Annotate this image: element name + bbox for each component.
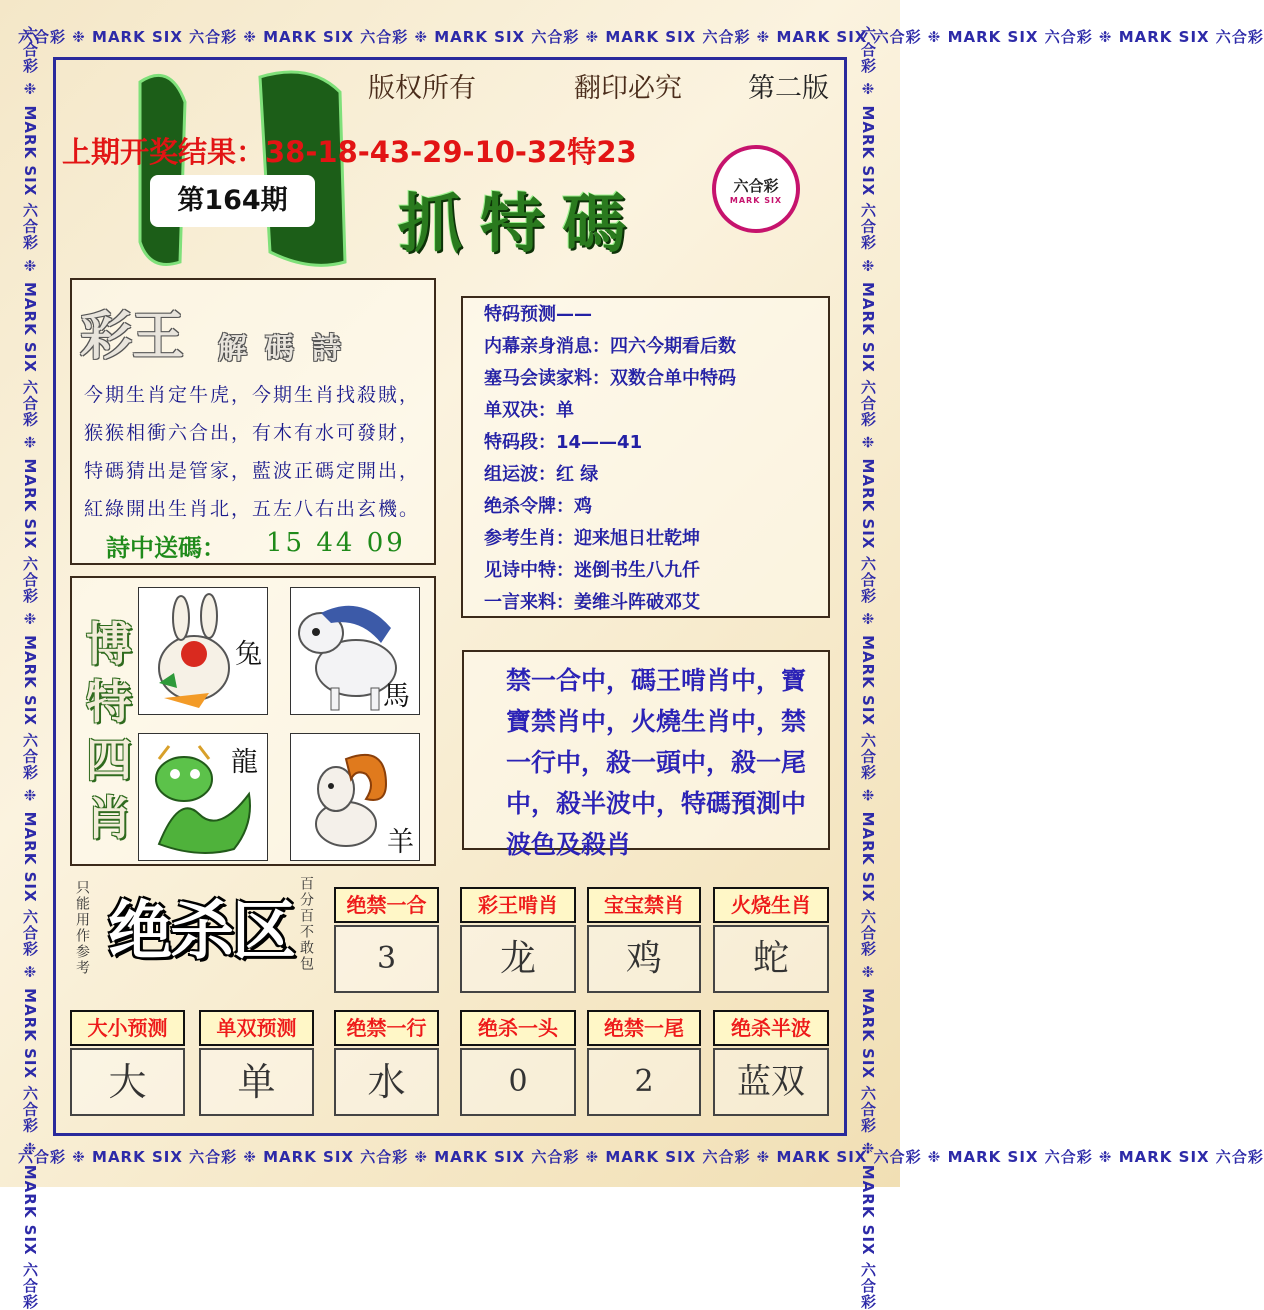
four-zodiacs-title-char: 博 <box>86 617 132 671</box>
poem-line: 紅綠開出生肖北，五左八右出玄機。 <box>84 498 421 520</box>
four-zodiacs-title-char: 肖 <box>86 791 132 845</box>
prediction-line: 特码段：14——41 <box>484 432 643 453</box>
zodiac-card-rabbit <box>138 587 268 715</box>
kill-zone-note-left: 只能用作参考 <box>74 880 90 976</box>
table-cell: 鸡 <box>587 925 701 993</box>
logo-cn-text: 六合彩 <box>733 177 779 195</box>
table-header: 绝禁一尾 <box>587 1010 701 1046</box>
kill-zone-title: 绝杀区 <box>108 895 294 969</box>
warning-text: 禁一合中，碼王啃肖中，寶寶禁肖中，火燒生肖中，禁一行中，殺一頭中，殺一尾中，殺半波中，特碼預測中波色及殺肖 <box>506 666 807 859</box>
zodiac-label-rabbit: 兔 <box>235 639 262 670</box>
page-title: 抓特碼 <box>398 187 644 262</box>
prediction-line: 见诗中特：迷倒书生八九仟 <box>484 560 700 581</box>
poem-subtitle: 解碼詩 <box>218 331 360 365</box>
zodiac-card-dragon <box>138 733 268 861</box>
poem-line: 今期生肖定牛虎，今期生肖找殺賊， <box>84 384 421 406</box>
table-cell: 单 <box>199 1048 314 1116</box>
prediction-line: 内幕亲身消息：四六今期看后数 <box>484 336 736 357</box>
poem-line: 猴猴相衝六合出，有木有水可發財， <box>84 422 421 444</box>
poem-send-label: 詩中送碼： <box>106 533 226 562</box>
table-header: 彩王啃肖 <box>460 887 576 923</box>
prediction-line: 绝杀令牌：鸡 <box>484 496 592 517</box>
prediction-line: 参考生肖：迎来旭日壮乾坤 <box>484 528 700 549</box>
table-header: 火烧生肖 <box>713 887 829 923</box>
border-band-right-wrap <box>858 26 880 1310</box>
table-cell: 0 <box>460 1048 576 1116</box>
prediction-line: 塞马会读家料：双数合单中特码 <box>484 368 736 389</box>
issue-number: 第164期 <box>150 175 315 227</box>
poem-title: 彩王 <box>80 306 185 367</box>
table-header: 绝杀一头 <box>460 1010 576 1046</box>
border-band-bottom: 六合彩 ❉ MARK SIX 六合彩 ❉ MARK SIX 六合彩 ❉ MARK SIX 六合彩 ❉ MARK SIX 六合彩 ❉ MARK SIX 六合彩 ❉ MARK SIX 六合彩 ❉ MARK SIX 六合彩 <box>18 1148 1264 1166</box>
poem-send-numbers: 15 44 09 <box>266 528 406 558</box>
edition-text: 第二版 <box>748 73 829 104</box>
table-cell: 龙 <box>460 925 576 993</box>
logo-en-text: MARK SIX <box>729 196 783 205</box>
mark-six-logo <box>712 145 800 233</box>
border-band-left-wrap <box>20 26 42 1310</box>
table-header: 单双预测 <box>199 1010 314 1046</box>
table-cell: 2 <box>587 1048 701 1116</box>
zodiac-card-goat <box>290 733 420 861</box>
prediction-line: 单双决：单 <box>484 400 574 421</box>
copyright-text: 版权所有 <box>368 73 476 104</box>
border-band-left: 六合彩 ❉ MARK SIX 六合彩 ❉ MARK SIX 六合彩 ❉ MARK SIX 六合彩 ❉ MARK SIX 六合彩 ❉ MARK SIX 六合彩 ❉ MARK SIX 六合彩 ❉ MARK SIX 六合彩 <box>21 26 39 1310</box>
table-cell: 水 <box>334 1048 439 1116</box>
table-cell: 蓝双 <box>713 1048 829 1116</box>
table-cell: 蛇 <box>713 925 829 993</box>
kill-zone-note-right: 百分百不敢包 <box>298 876 314 972</box>
last-result-text: 上期开奖结果：38-18-43-29-10-32特23 <box>62 135 637 169</box>
zodiac-label-horse: 馬 <box>383 681 410 712</box>
prediction-line: 一言来料：姜维斗阵破邓艾 <box>484 592 700 613</box>
zodiac-card-horse <box>290 587 420 715</box>
four-zodiacs-title <box>86 615 136 847</box>
table-header: 绝杀半波 <box>713 1010 829 1046</box>
table-header: 绝禁一行 <box>334 1010 439 1046</box>
prediction-line: 组运波：红 绿 <box>484 464 599 485</box>
no-reprint-text: 翻印必究 <box>574 73 682 104</box>
four-zodiacs-title-char: 特 <box>86 675 132 729</box>
table-header: 大小预测 <box>70 1010 185 1046</box>
border-band-right: 六合彩 ❉ MARK SIX 六合彩 ❉ MARK SIX 六合彩 ❉ MARK SIX 六合彩 ❉ MARK SIX 六合彩 ❉ MARK SIX 六合彩 ❉ MARK SIX 六合彩 ❉ MARK SIX 六合彩 <box>859 26 877 1310</box>
poem-line: 特碼猜出是管家，藍波正碼定開出， <box>84 460 421 482</box>
table-cell: 大 <box>70 1048 185 1116</box>
four-zodiacs-title-char: 四 <box>86 733 132 787</box>
zodiac-label-goat: 羊 <box>387 827 414 858</box>
zodiac-label-dragon: 龍 <box>231 747 258 778</box>
table-header: 宝宝禁肖 <box>587 887 701 923</box>
prediction-line: 特码预测—— <box>484 304 592 325</box>
table-cell: 3 <box>334 925 439 993</box>
table-header: 绝禁一合 <box>334 887 439 923</box>
border-band-top: 六合彩 ❉ MARK SIX 六合彩 ❉ MARK SIX 六合彩 ❉ MARK SIX 六合彩 ❉ MARK SIX 六合彩 ❉ MARK SIX 六合彩 ❉ MARK SIX 六合彩 ❉ MARK SIX 六合彩 <box>18 28 1264 46</box>
